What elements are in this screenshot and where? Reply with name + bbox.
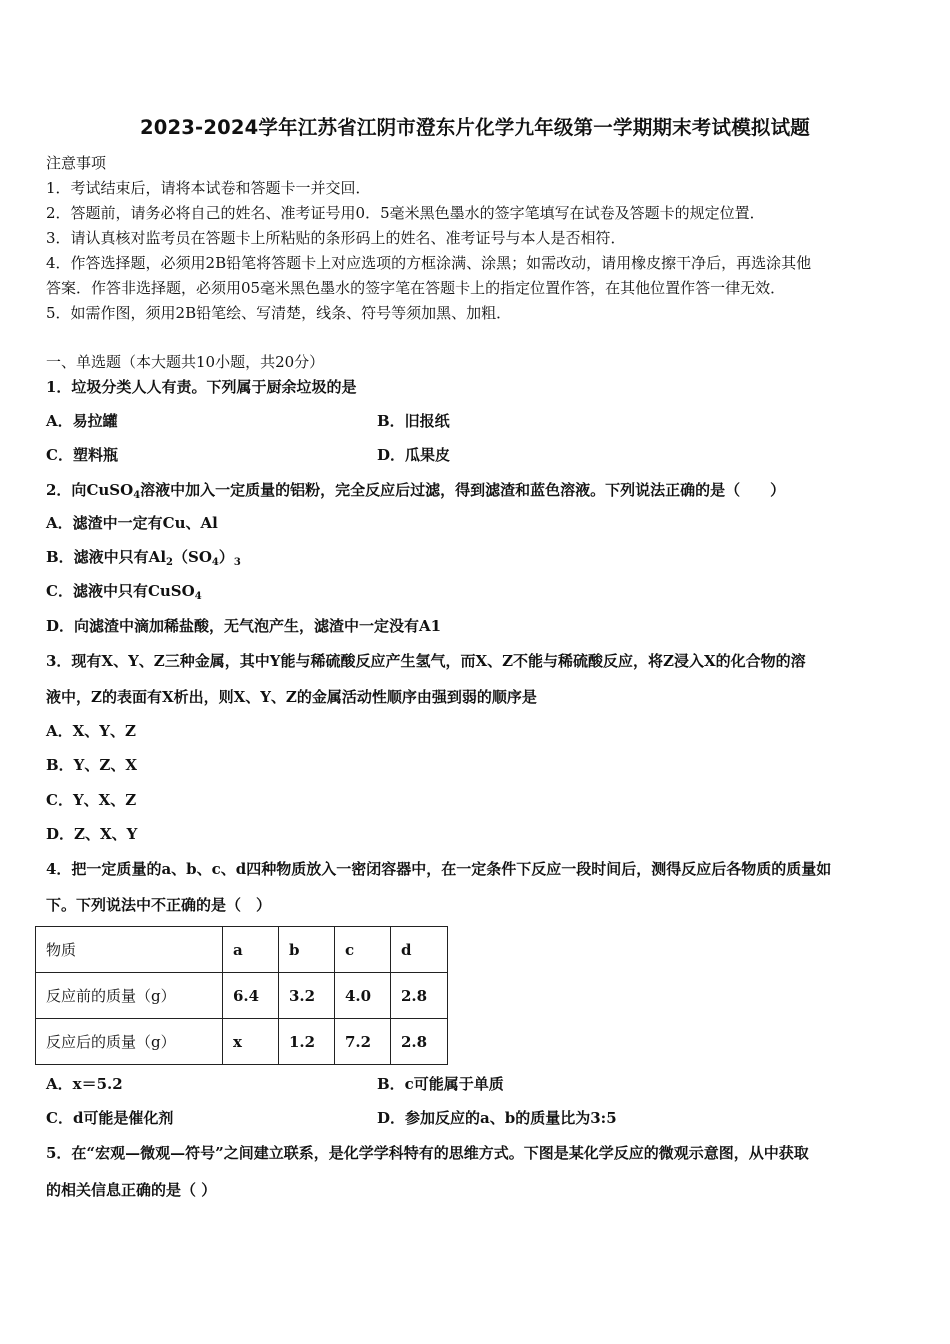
table-header-row <box>36 927 448 973</box>
table-cell: 1.2 <box>279 1019 335 1065</box>
q2-formula-subscript: 4 <box>133 490 141 501</box>
q2-option-b-pre: B．滤液中只有Al <box>46 548 167 566</box>
notice-item-3: 3．请认真核对监考员在答题卡上所粘贴的条形码上的姓名、准考证号与本人是否相符． <box>46 229 626 247</box>
table-row <box>36 973 448 1019</box>
q1-option-c: C．塑料瓶 <box>46 446 118 464</box>
table-cell: x <box>223 1019 279 1065</box>
table-cell: 反应前的质量（g） <box>36 973 223 1019</box>
q2-formula: CuSO <box>86 481 134 499</box>
table-cell: 反应后的质量（g） <box>36 1019 223 1065</box>
table-cell: 4.0 <box>335 973 391 1019</box>
q2-stem-start: 2．向 <box>46 481 87 499</box>
table-header-cell: d <box>391 927 448 973</box>
table-cell: 2.8 <box>391 973 448 1019</box>
q2-option-c-sub: 4 <box>194 591 202 602</box>
q2-option-b-sub1: 2 <box>166 557 173 568</box>
q2-stem <box>46 479 785 500</box>
notice-item-4: 4．作答选择题，必须用2B铅笔将答题卡上对应选项的方框涂满、涂黑；如需改动，请用橡皮擦干净后，再选涂其他 <box>46 254 812 272</box>
q3-option-c: C．Y、X、Z <box>46 791 137 809</box>
q2-option-b-post: ） <box>218 548 234 566</box>
q4-option-c: C．d可能是催化剂 <box>46 1109 174 1127</box>
q2-option-b-sub3: 3 <box>233 557 241 568</box>
notice-item-1: 1．考试结束后，请将本试卷和答题卡一并交回． <box>46 179 371 197</box>
q1-option-b: B．旧报纸 <box>377 412 450 430</box>
q3-option-d: D．Z、X、Y <box>46 825 138 843</box>
q4-option-d: D．参加反应的a、b的质量比为3:5 <box>377 1109 617 1127</box>
q2-option-c <box>46 580 202 601</box>
q3-stem-line2: 液中，Z的表面有X析出，则X、Y、Z的金属活动性顺序由强到弱的顺序是 <box>46 688 537 706</box>
q3-option-a: A．X、Y、Z <box>46 722 136 740</box>
q1-option-d: D．瓜果皮 <box>377 446 451 464</box>
q2-option-d: D．向滤渣中滴加稀盐酸，无气泡产生，滤渣中一定没有A1 <box>46 617 442 635</box>
section-heading: 一、单选题（本大题共10小题，共20分） <box>46 353 325 371</box>
table-cell: 6.4 <box>223 973 279 1019</box>
q4-mass-table <box>35 926 448 1065</box>
page-title: 2023-2024学年江苏省江阴市澄东片化学九年级第一学期期末考试模拟试题 <box>139 116 811 139</box>
table-header-cell: 物质 <box>36 927 223 973</box>
q4-option-a: A．x＝5.2 <box>46 1075 123 1093</box>
q4-option-b: B．c可能属于单质 <box>377 1075 504 1093</box>
q2-stem-rest: 溶液中加入一定质量的铝粉，完全反应后过滤，得到滤渣和蓝色溶液。下列说法正确的是（ ） <box>140 481 786 499</box>
notice-item-5: 5．如需作图，须用2B铅笔绘、写清楚，线条、符号等须加黑、加粗． <box>46 304 512 322</box>
table-header-cell: a <box>223 927 279 973</box>
q5-stem-line2: 的相关信息正确的是（ ） <box>46 1181 217 1199</box>
table-cell: 2.8 <box>391 1019 448 1065</box>
q3-stem-line1: 3．现有X、Y、Z三种金属，其中Y能与稀硫酸反应产生氢气，而X、Z不能与稀硫酸反应，将Z浸入X的化合物的溶 <box>46 652 806 670</box>
table-cell: 3.2 <box>279 973 335 1019</box>
notice-heading: 注意事项 <box>46 154 107 172</box>
q2-option-a: A．滤渣中一定有Cu、Al <box>46 514 218 532</box>
q2-option-b-sub2: 4 <box>211 557 219 568</box>
q1-stem: 1．垃圾分类人人有责。下列属于厨余垃圾的是 <box>46 378 357 396</box>
q2-option-b <box>46 546 241 567</box>
q5-stem-line1: 5．在“宏观—微观—符号”之间建立联系，是化学学科特有的思维方式。下图是某化学反应的微观示意图，从中获取 <box>46 1144 809 1162</box>
q4-stem-line1: 4．把一定质量的a、b、c、d四种物质放入一密闭容器中，在一定条件下反应一段时间后，测得反应后各物质的质量如 <box>46 860 832 878</box>
q2-option-c-pre: C．滤液中只有CuSO <box>46 582 195 600</box>
q1-option-a: A．易拉罐 <box>46 412 118 430</box>
table-row <box>36 1019 448 1065</box>
notice-item-4-cont: 答案．作答非选择题，必须用05毫米黑色墨水的签字笔在答题卡上的指定位置作答，在其他位置作答一律无效． <box>46 279 786 297</box>
q4-stem-line2: 下。下列说法中不正确的是（ ） <box>46 896 272 914</box>
q3-option-b: B．Y、Z、X <box>46 756 137 774</box>
table-header-cell: c <box>335 927 391 973</box>
q2-option-b-mid: （SO <box>172 548 212 566</box>
table-header-cell: b <box>279 927 335 973</box>
notice-item-2: 2．答题前，请务必将自己的姓名、准考证号用0．5毫米黑色墨水的签字笔填写在试卷及答题卡的规定位置． <box>46 204 765 222</box>
table-cell: 7.2 <box>335 1019 391 1065</box>
